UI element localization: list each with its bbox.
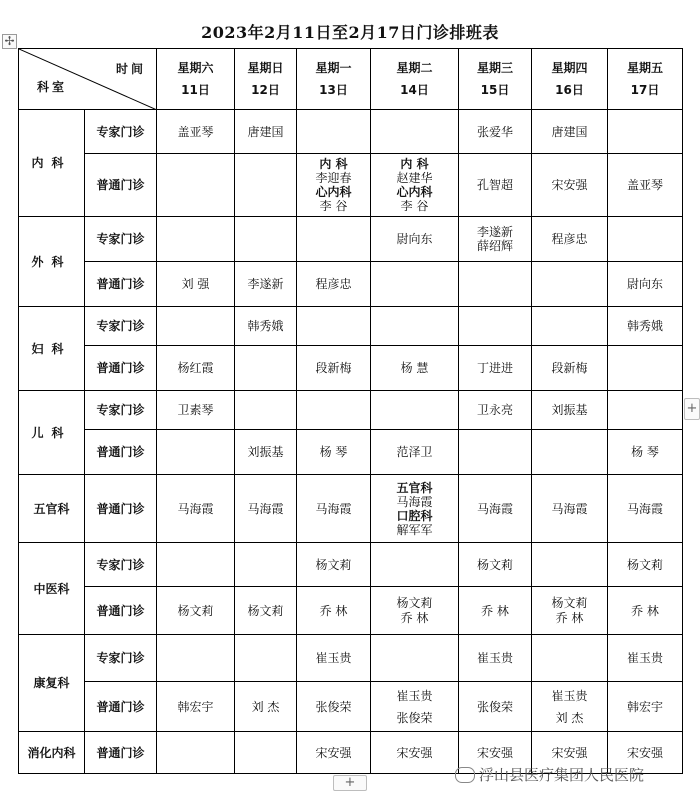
doctor-name: 马海霞 bbox=[476, 501, 513, 516]
schedule-cell bbox=[608, 307, 683, 346]
schedule-cell bbox=[235, 110, 297, 154]
day-header-4 bbox=[371, 49, 459, 110]
schedule-cell bbox=[532, 154, 608, 217]
doctor-name: 张爱华 bbox=[476, 124, 513, 139]
doctor-name: 五官科 bbox=[396, 480, 433, 495]
doctor-name: 韩秀娥 bbox=[626, 319, 663, 333]
schedule-cell bbox=[608, 587, 683, 635]
expert-clinic-label: 专家门诊 bbox=[85, 217, 157, 262]
general-clinic-label: 普通门诊 bbox=[85, 262, 157, 307]
schedule-cell bbox=[297, 217, 371, 262]
table-move-handle-icon[interactable]: ✢ bbox=[2, 34, 17, 49]
department-name: 消化内科 bbox=[19, 732, 85, 774]
schedule-cell bbox=[297, 732, 371, 774]
schedule-cell bbox=[532, 635, 608, 682]
schedule-row bbox=[19, 262, 683, 307]
schedule-cell bbox=[459, 391, 532, 430]
schedule-cell bbox=[157, 391, 235, 430]
doctor-name: 段新梅 bbox=[551, 361, 588, 375]
day-header-5 bbox=[459, 49, 532, 110]
doctor-name: 乔 林 bbox=[631, 603, 659, 618]
doctor-name: 杨文莉 bbox=[315, 557, 352, 572]
day-header-1 bbox=[157, 49, 235, 110]
doctor-name: 马海霞 bbox=[177, 501, 214, 516]
schedule-cell bbox=[459, 543, 532, 587]
schedule-cell bbox=[371, 262, 459, 307]
doctor-name: 刘振基 bbox=[247, 445, 284, 459]
schedule-cell bbox=[235, 732, 297, 774]
schedule-cell bbox=[371, 391, 459, 430]
doctor-name: 杨文莉 bbox=[247, 603, 284, 618]
schedule-cell bbox=[297, 682, 371, 732]
schedule-row bbox=[19, 587, 683, 635]
doctor-name: 刘振基 bbox=[551, 403, 588, 417]
department-name: 中医科 bbox=[19, 543, 85, 635]
day-date: 13日 bbox=[319, 83, 348, 97]
schedule-cell bbox=[371, 307, 459, 346]
doctor-name: 宋安强 bbox=[396, 745, 433, 760]
doctor-name: 尉向东 bbox=[626, 277, 663, 291]
schedule-cell bbox=[157, 587, 235, 635]
doctor-name: 李 谷 bbox=[319, 199, 348, 213]
schedule-cell bbox=[157, 682, 235, 732]
doctor-name: 崔玉贵 bbox=[315, 651, 352, 665]
schedule-cell bbox=[532, 217, 608, 262]
schedule-row bbox=[19, 217, 683, 262]
schedule-cell bbox=[532, 543, 608, 587]
day-weekday: 星期日 bbox=[247, 61, 284, 75]
schedule-cell bbox=[235, 430, 297, 475]
day-weekday: 星期二 bbox=[396, 61, 433, 75]
schedule-cell bbox=[371, 346, 459, 391]
schedule-cell bbox=[608, 635, 683, 682]
schedule-cell bbox=[459, 110, 532, 154]
doctor-name: 刘 杰 bbox=[555, 710, 584, 725]
schedule-cell bbox=[235, 346, 297, 391]
schedule-cell bbox=[157, 307, 235, 346]
doctor-name: 乔 林 bbox=[319, 603, 348, 618]
doctor-name: 宋安强 bbox=[476, 745, 513, 760]
schedule-row bbox=[19, 682, 683, 732]
schedule-cell bbox=[235, 391, 297, 430]
schedule-cell bbox=[371, 217, 459, 262]
schedule-cell bbox=[157, 154, 235, 217]
doctor-name: 马海霞 bbox=[247, 501, 284, 516]
doctor-name: 内 科 bbox=[400, 157, 429, 171]
add-row-button[interactable]: + bbox=[333, 775, 367, 791]
schedule-cell bbox=[157, 635, 235, 682]
day-date: 12日 bbox=[251, 83, 280, 97]
schedule-cell bbox=[608, 346, 683, 391]
general-clinic-label: 普通门诊 bbox=[85, 732, 157, 774]
doctor-name: 马海霞 bbox=[396, 494, 433, 509]
schedule-cell bbox=[157, 110, 235, 154]
schedule-cell bbox=[532, 475, 608, 543]
schedule-table bbox=[18, 48, 683, 774]
schedule-cell bbox=[297, 391, 371, 430]
schedule-cell bbox=[459, 217, 532, 262]
doctor-name: 孔智超 bbox=[476, 178, 513, 192]
schedule-cell bbox=[532, 262, 608, 307]
schedule-cell bbox=[235, 682, 297, 732]
corner-time-label: 时间 bbox=[115, 62, 146, 76]
day-weekday: 星期一 bbox=[315, 61, 352, 75]
schedule-cell bbox=[297, 635, 371, 682]
doctor-name: 李 谷 bbox=[400, 199, 429, 213]
doctor-name: 薛绍辉 bbox=[476, 239, 513, 253]
schedule-cell bbox=[371, 635, 459, 682]
schedule-cell bbox=[459, 475, 532, 543]
expert-clinic-label: 专家门诊 bbox=[85, 635, 157, 682]
day-header-7 bbox=[608, 49, 683, 110]
add-column-button[interactable]: + bbox=[684, 398, 700, 420]
doctor-name: 赵建华 bbox=[396, 171, 433, 185]
schedule-cell bbox=[532, 682, 608, 732]
schedule-cell bbox=[371, 682, 459, 732]
schedule-cell bbox=[371, 475, 459, 543]
schedule-cell bbox=[371, 587, 459, 635]
schedule-cell bbox=[297, 543, 371, 587]
schedule-cell bbox=[235, 635, 297, 682]
header-corner-cell bbox=[19, 49, 157, 110]
doctor-name: 杨文莉 bbox=[626, 557, 663, 572]
schedule-cell bbox=[297, 110, 371, 154]
doctor-name: 崔玉贵 bbox=[626, 651, 663, 665]
doctor-name: 程彦忠 bbox=[551, 232, 588, 246]
schedule-cell bbox=[532, 430, 608, 475]
doctor-name: 唐建国 bbox=[247, 124, 284, 139]
schedule-cell bbox=[297, 262, 371, 307]
schedule-cell bbox=[297, 475, 371, 543]
general-clinic-label: 普通门诊 bbox=[85, 346, 157, 391]
doctor-name: 盖亚琴 bbox=[626, 178, 663, 192]
schedule-cell bbox=[608, 217, 683, 262]
doctor-name: 崔玉贵 bbox=[551, 688, 588, 703]
doctor-name: 杨文莉 bbox=[551, 595, 588, 610]
doctor-name: 心内科 bbox=[315, 185, 352, 199]
schedule-cell bbox=[532, 307, 608, 346]
schedule-cell bbox=[608, 682, 683, 732]
schedule-cell bbox=[459, 346, 532, 391]
doctor-name: 宋安强 bbox=[551, 745, 588, 760]
department-name: 内科 bbox=[19, 110, 85, 217]
schedule-cell bbox=[297, 154, 371, 217]
doctor-name: 解军军 bbox=[396, 522, 433, 537]
schedule-row bbox=[19, 430, 683, 475]
schedule-cell bbox=[532, 391, 608, 430]
schedule-cell bbox=[608, 475, 683, 543]
schedule-cell bbox=[297, 587, 371, 635]
day-header-3 bbox=[297, 49, 371, 110]
doctor-name: 张俊荣 bbox=[476, 699, 513, 714]
schedule-cell bbox=[608, 391, 683, 430]
schedule-cell bbox=[459, 587, 532, 635]
day-weekday: 星期五 bbox=[626, 61, 663, 75]
doctor-name: 乔 林 bbox=[481, 603, 509, 618]
doctor-name: 盖亚琴 bbox=[177, 124, 214, 139]
doctor-name: 段新梅 bbox=[315, 361, 352, 375]
schedule-cell bbox=[157, 217, 235, 262]
schedule-cell bbox=[235, 587, 297, 635]
doctor-name: 崔玉贵 bbox=[396, 688, 433, 703]
department-name: 外科 bbox=[19, 217, 85, 307]
schedule-cell bbox=[297, 346, 371, 391]
schedule-row bbox=[19, 307, 683, 346]
schedule-row bbox=[19, 110, 683, 154]
expert-clinic-label: 专家门诊 bbox=[85, 307, 157, 346]
department-name: 儿科 bbox=[19, 391, 85, 475]
schedule-cell bbox=[235, 217, 297, 262]
doctor-name: 李遂新 bbox=[476, 225, 513, 239]
doctor-name: 丁进进 bbox=[476, 361, 513, 375]
doctor-name: 张俊荣 bbox=[396, 710, 433, 725]
doctor-name: 口腔科 bbox=[396, 508, 433, 523]
schedule-row bbox=[19, 391, 683, 430]
doctor-name: 崔玉贵 bbox=[476, 651, 513, 665]
schedule-cell bbox=[459, 635, 532, 682]
doctor-name: 卫素琴 bbox=[177, 403, 214, 417]
department-name: 五官科 bbox=[19, 475, 85, 543]
schedule-cell bbox=[297, 430, 371, 475]
schedule-cell bbox=[371, 543, 459, 587]
doctor-name: 杨 慧 bbox=[400, 361, 429, 375]
doctor-name: 杨文莉 bbox=[396, 595, 433, 610]
schedule-cell bbox=[371, 732, 459, 774]
schedule-cell bbox=[157, 543, 235, 587]
doctor-name: 宋安强 bbox=[626, 745, 663, 760]
schedule-cell bbox=[235, 475, 297, 543]
schedule-cell bbox=[157, 346, 235, 391]
schedule-row bbox=[19, 635, 683, 682]
doctor-name: 刘 强 bbox=[181, 277, 210, 291]
schedule-cell bbox=[608, 543, 683, 587]
doctor-name: 马海霞 bbox=[551, 501, 588, 516]
day-weekday: 星期四 bbox=[551, 61, 588, 75]
doctor-name: 马海霞 bbox=[626, 501, 663, 516]
wechat-watermark bbox=[455, 764, 644, 785]
schedule-cell bbox=[459, 154, 532, 217]
corner-dept-label: 科室 bbox=[37, 80, 68, 94]
doctor-name: 杨文莉 bbox=[476, 557, 513, 572]
doctor-name: 李迎春 bbox=[315, 171, 352, 185]
watermark-text: 浮山县医疗集团人民医院 bbox=[479, 766, 645, 784]
doctor-name: 内 科 bbox=[319, 157, 348, 171]
schedule-row bbox=[19, 475, 683, 543]
doctor-name: 乔 林 bbox=[555, 610, 584, 625]
schedule-cell bbox=[235, 543, 297, 587]
doctor-name: 宋安强 bbox=[551, 178, 588, 192]
schedule-cell bbox=[235, 307, 297, 346]
schedule-row bbox=[19, 154, 683, 217]
doctor-name: 范泽卫 bbox=[396, 445, 433, 459]
expert-clinic-label: 专家门诊 bbox=[85, 391, 157, 430]
header-row bbox=[19, 49, 683, 110]
general-clinic-label: 普通门诊 bbox=[85, 154, 157, 217]
expert-clinic-label: 专家门诊 bbox=[85, 110, 157, 154]
doctor-name: 杨文莉 bbox=[177, 603, 214, 618]
expert-clinic-label: 专家门诊 bbox=[85, 543, 157, 587]
day-header-2 bbox=[235, 49, 297, 110]
schedule-cell bbox=[459, 682, 532, 732]
schedule-cell bbox=[459, 430, 532, 475]
schedule-cell bbox=[371, 110, 459, 154]
doctor-name: 卫永亮 bbox=[476, 403, 513, 417]
general-clinic-label: 普通门诊 bbox=[85, 430, 157, 475]
doctor-name: 杨 琴 bbox=[319, 445, 348, 459]
schedule-cell bbox=[297, 307, 371, 346]
schedule-cell bbox=[371, 430, 459, 475]
day-weekday: 星期六 bbox=[177, 61, 214, 75]
wechat-icon bbox=[455, 767, 475, 783]
page-title: 2023年2月11日至2月17日门诊排班表 bbox=[201, 23, 499, 42]
schedule-cell bbox=[235, 154, 297, 217]
doctor-name: 杨 琴 bbox=[631, 445, 659, 459]
schedule-cell bbox=[532, 110, 608, 154]
schedule-cell bbox=[608, 262, 683, 307]
schedule-cell bbox=[157, 475, 235, 543]
doctor-name: 韩宏宇 bbox=[177, 699, 214, 714]
doctor-name: 唐建国 bbox=[551, 124, 588, 139]
doctor-name: 尉向东 bbox=[396, 232, 433, 246]
doctor-name: 乔 林 bbox=[400, 610, 429, 625]
schedule-cell bbox=[608, 154, 683, 217]
doctor-name: 程彦忠 bbox=[315, 277, 352, 291]
doctor-name: 宋安强 bbox=[315, 745, 352, 760]
doctor-name: 心内科 bbox=[396, 185, 433, 199]
doctor-name: 韩宏宇 bbox=[626, 699, 663, 714]
day-date: 16日 bbox=[555, 83, 584, 97]
schedule-cell bbox=[532, 346, 608, 391]
general-clinic-label: 普通门诊 bbox=[85, 475, 157, 543]
schedule-row bbox=[19, 346, 683, 391]
day-date: 11日 bbox=[181, 83, 210, 97]
general-clinic-label: 普通门诊 bbox=[85, 682, 157, 732]
department-name: 妇科 bbox=[19, 307, 85, 391]
day-weekday: 星期三 bbox=[476, 61, 513, 75]
schedule-cell bbox=[157, 732, 235, 774]
schedule-cell bbox=[235, 262, 297, 307]
schedule-cell bbox=[459, 307, 532, 346]
schedule-cell bbox=[608, 430, 683, 475]
doctor-name: 杨红霞 bbox=[177, 361, 214, 375]
day-header-6 bbox=[532, 49, 608, 110]
day-date: 15日 bbox=[480, 83, 510, 97]
day-date: 14日 bbox=[400, 83, 429, 97]
doctor-name: 张俊荣 bbox=[315, 699, 352, 714]
schedule-cell bbox=[157, 262, 235, 307]
doctor-name: 韩秀娥 bbox=[247, 319, 284, 333]
department-name: 康复科 bbox=[19, 635, 85, 732]
day-date: 17日 bbox=[630, 83, 660, 97]
schedule-cell bbox=[157, 430, 235, 475]
schedule-row bbox=[19, 543, 683, 587]
doctor-name: 李遂新 bbox=[247, 277, 284, 291]
schedule-cell bbox=[608, 110, 683, 154]
schedule-cell bbox=[459, 262, 532, 307]
schedule-cell bbox=[532, 587, 608, 635]
doctor-name: 马海霞 bbox=[315, 501, 352, 516]
doctor-name: 刘 杰 bbox=[251, 699, 280, 714]
schedule-cell bbox=[371, 154, 459, 217]
general-clinic-label: 普通门诊 bbox=[85, 587, 157, 635]
